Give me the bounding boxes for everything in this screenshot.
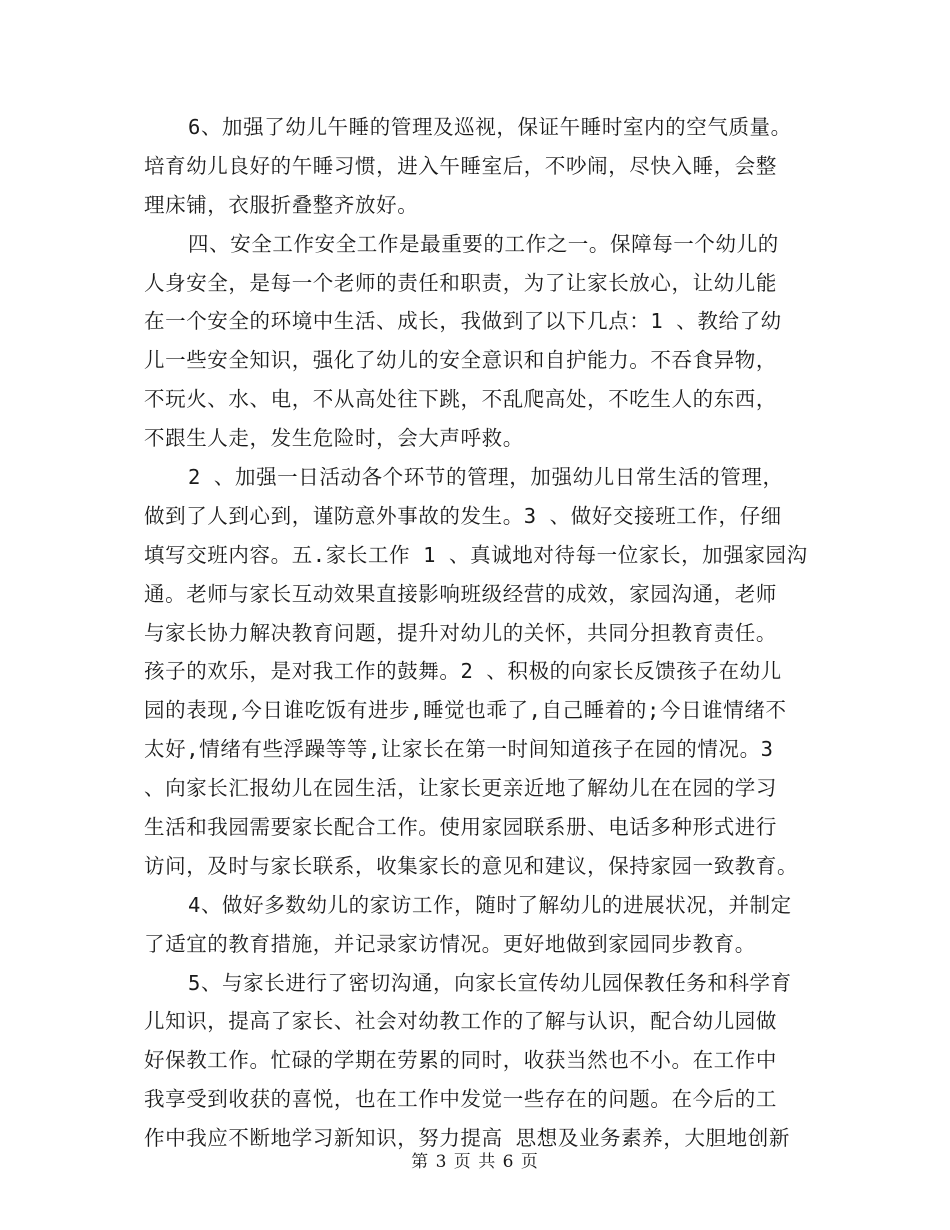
- text-line: 孩子的欢乐，是对我工作的鼓舞。2 、积极的向家长反馈孩子在幼儿: [144, 659, 782, 684]
- text-line: 太好,情绪有些浮躁等等,让家长在第一时间知道孩子在园的情况。3: [144, 737, 774, 762]
- text-line: 人身安全，是每一个老师的责任和职责，为了让家长放心，让幼儿能: [144, 270, 777, 295]
- text-line: 访问，及时与家长联系，收集家长的意见和建议，保持家园一致教育。: [144, 853, 799, 878]
- text-line: 不跟生人走，发生危险时，会大声呼救。: [144, 426, 524, 451]
- text-line: 作中我应不断地学习新知识，努力提高 思想及业务素养，大胆地创新: [144, 1126, 790, 1151]
- text-line: 我享受到收获的喜悦，也在工作中发觉一些存在的问题。在今后的工: [144, 1087, 777, 1112]
- text-line: 与家长协力解决教育问题，提升对幼儿的关怀，共同分担教育责任。: [144, 620, 777, 645]
- text-line: 、向家长汇报幼儿在园生活，让家长更亲近地了解幼儿在在园的学习: [144, 776, 777, 801]
- text-line: 儿一些安全知识，强化了幼儿的安全意识和自护能力。不吞食异物，: [144, 348, 777, 373]
- text-line: 了适宜的教育措施，并记录家访情况。更好地做到家园同步教育。: [144, 931, 756, 956]
- text-line: 做到了人到心到，谨防意外事故的发生。3 、做好交接班工作，仔细: [144, 503, 782, 528]
- text-line: 不玩火、水、电，不从高处往下跳，不乱爬高处，不吃生人的东西，: [144, 387, 777, 412]
- text-line: 好保教工作。忙碌的学期在劳累的同时，收获当然也不小。在工作中: [144, 1048, 777, 1073]
- text-line: 培育幼儿良好的午睡习惯，进入午睡室后，不吵闹，尽快入睡，会整: [144, 153, 777, 178]
- text-line: 填写交班内容。五.家长工作 1 、真诚地对待每一位家长，加强家园沟: [144, 542, 808, 567]
- text-line: 在一个安全的环境中生活、成长，我做到了以下几点：1 、教给了幼: [144, 309, 782, 334]
- text-line: 理床铺，衣服折叠整齐放好。: [144, 192, 419, 217]
- text-line: 6、加强了幼儿午睡的管理及巡视，保证午睡时室内的空气质量。: [188, 115, 792, 139]
- text-line: 园的表现,今日谁吃饭有进步,睡觉也乖了,自己睡着的;今日谁情绪不: [144, 698, 787, 723]
- page-number-label: 第 3 页 共 6 页: [411, 1152, 539, 1172]
- text-line: 5、与家长进行了密切沟通，向家长宣传幼儿园保教任务和科学育: [188, 970, 792, 995]
- text-line: 4、做好多数幼儿的家访工作，随时了解幼儿的进展状况，并制定: [188, 892, 792, 917]
- text-line: 通。老师与家长互动效果直接影响班级经营的成效，家园沟通，老师: [144, 581, 777, 606]
- page-footer: [0, 1147, 950, 1172]
- text-line: 儿知识，提高了家长、社会对幼教工作的了解与认识，配合幼儿园做: [144, 1009, 777, 1034]
- text-line: 四、安全工作安全工作是最重要的工作之一。保障每一个幼儿的: [188, 231, 779, 256]
- text-line: 2 、加强一日活动各个环节的管理，加强幼儿日常生活的管理，: [188, 465, 784, 490]
- text-line: 生活和我园需要家长配合工作。使用家园联系册、电话多种形式进行: [144, 815, 777, 840]
- body-text: [144, 108, 816, 1158]
